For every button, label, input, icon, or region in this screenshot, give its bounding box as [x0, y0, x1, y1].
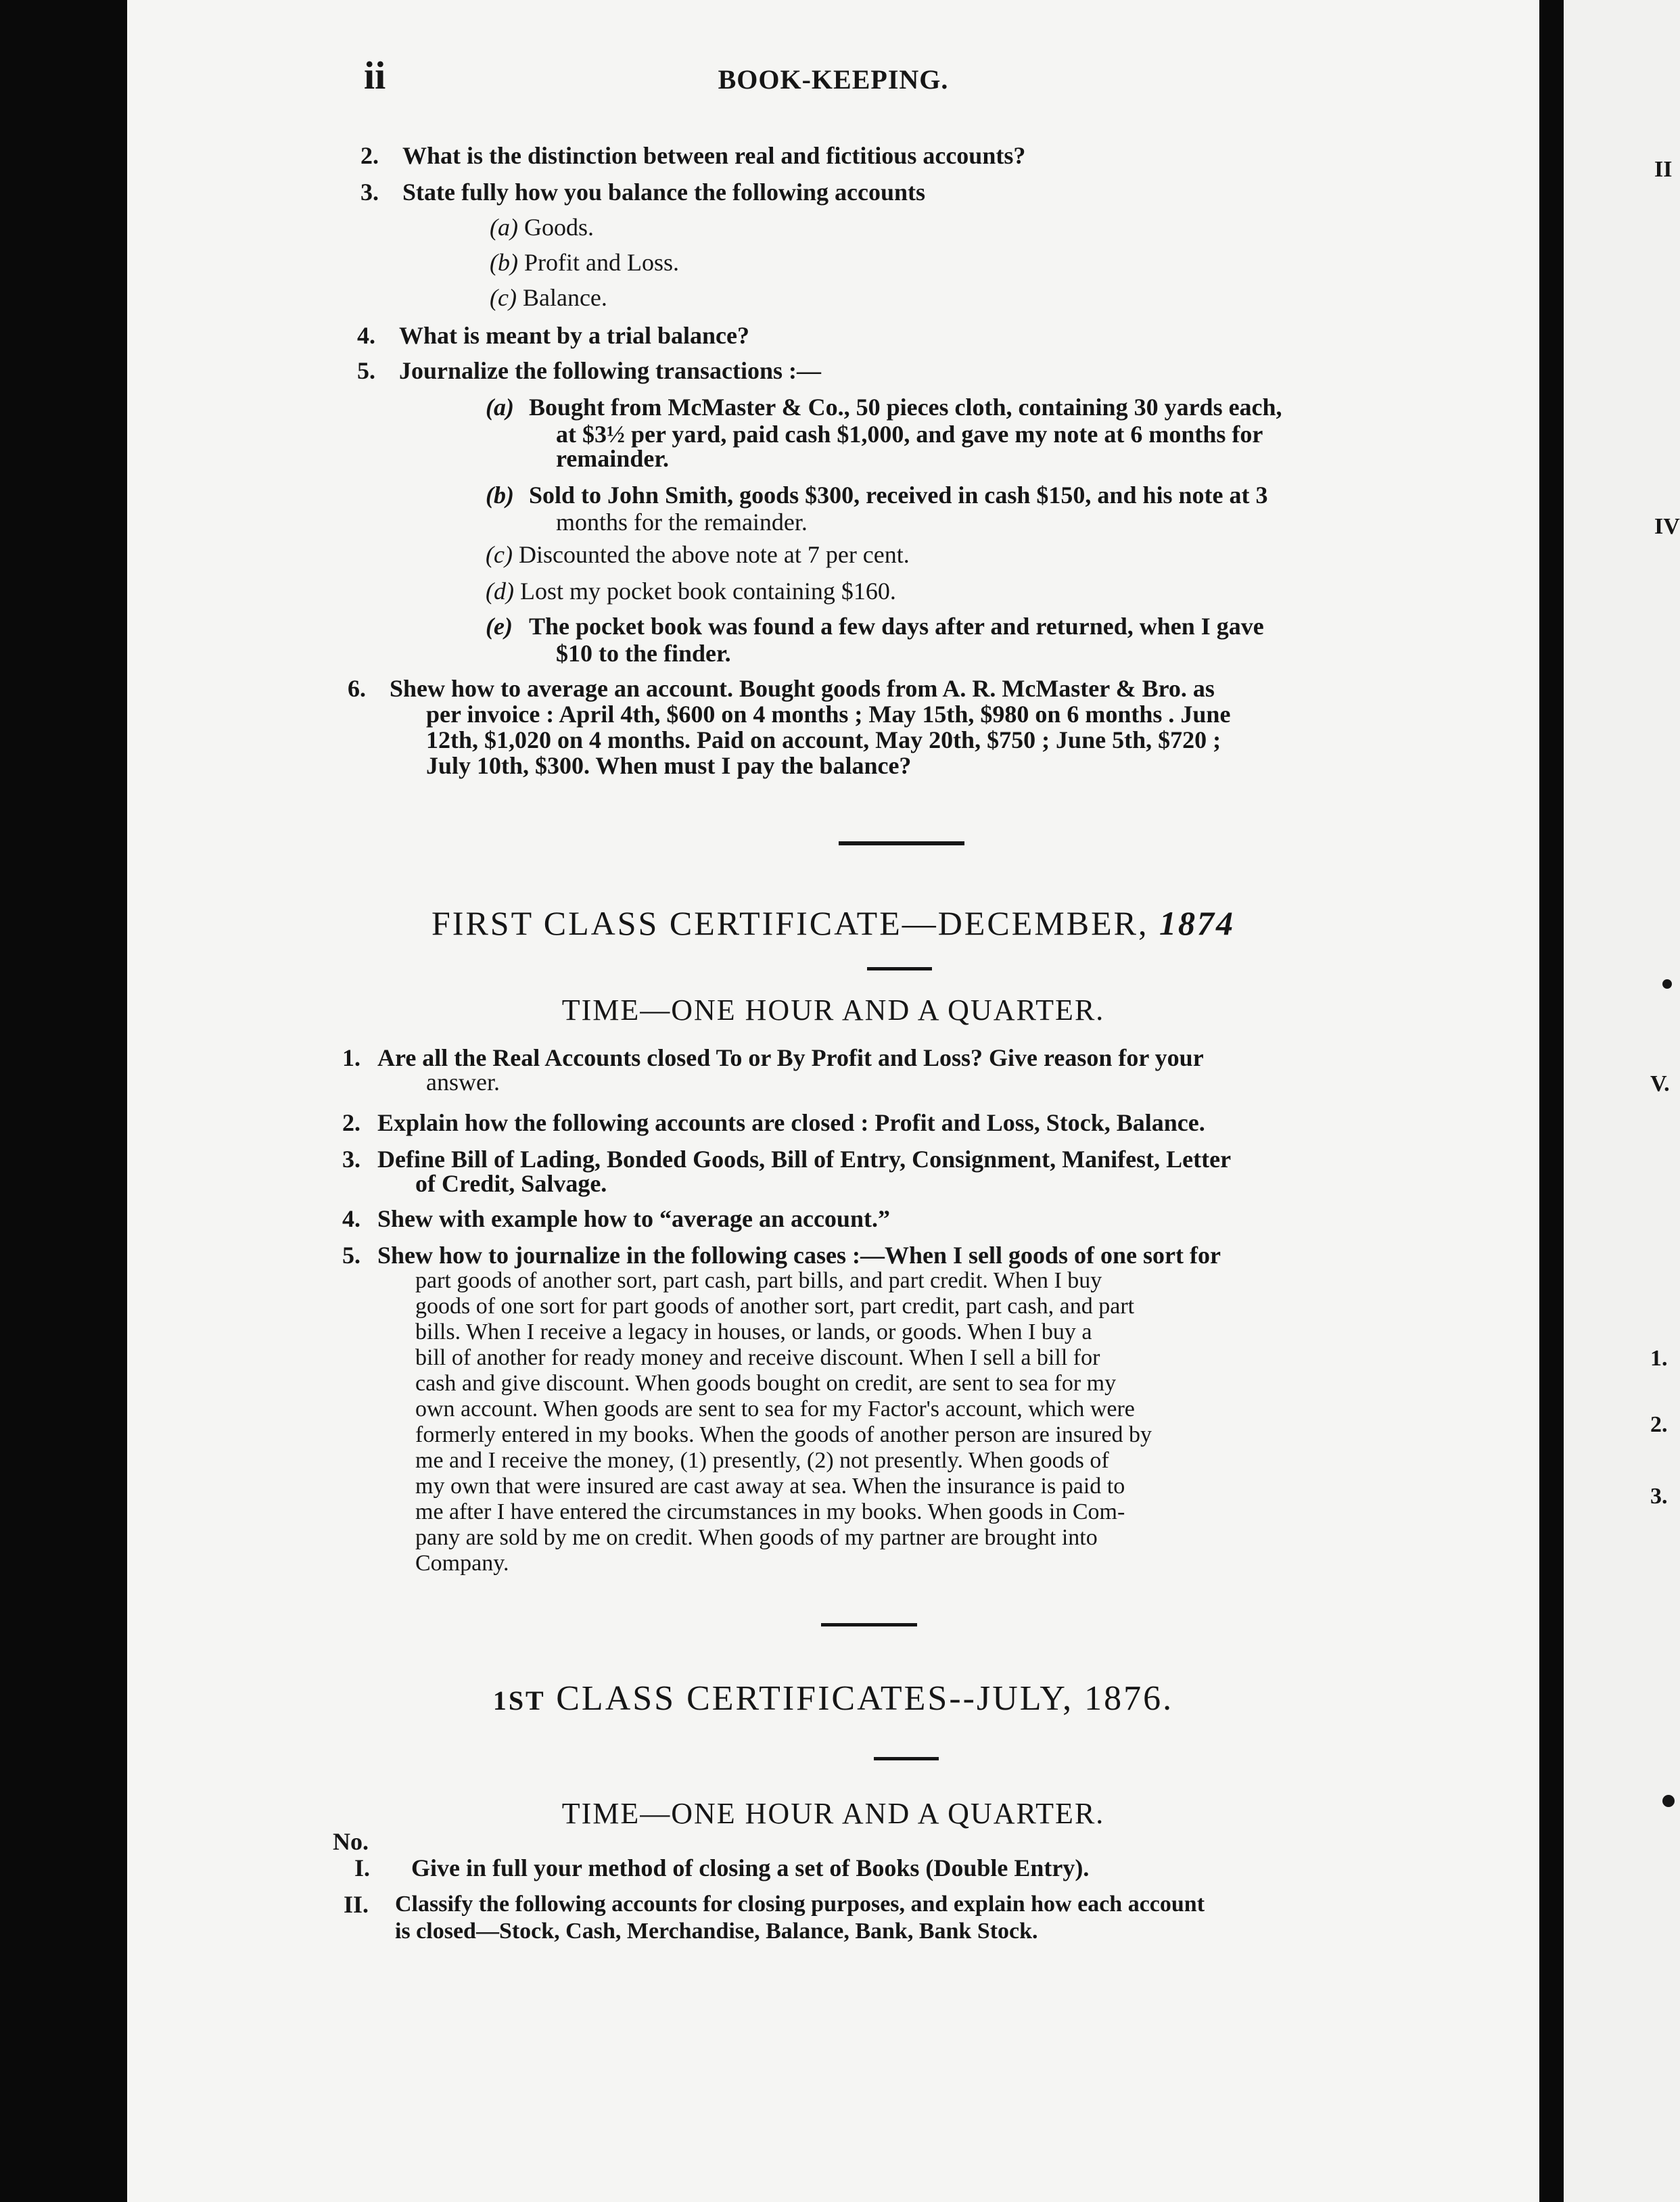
number-column-label: No. — [333, 1828, 369, 1855]
margin-mark: V. — [1650, 1071, 1670, 1096]
time-allowed: TIME—ONE HOUR AND A QUARTER. — [561, 1797, 1105, 1830]
heading-rule — [874, 1757, 939, 1760]
question-number: 5. — [357, 357, 375, 384]
transaction-c: (c) Discounted the above note at 7 per cent. — [486, 541, 910, 568]
margin-mark: 1. — [1650, 1346, 1668, 1371]
book-page: ii BOOK-KEEPING. 2. What is the distinction between real and fictitious accounts? 3. State fully how you balance the following accounts (a) Goods. (b) Profit and Loss. (c) Balance. 4. What is meant by a trial balance? 5. Journalize the following transactions :— (a) Bought from McMaster & Co., 50 pieces cloth, containing 30 yards each, at $3½ per yard, paid cash $1,000, and gave my note at 6 months for remainder. (b) Sold to John Smith, goods $300, received in cash $150, and his note at 3 months for the remainder. (c) Discounted the above note at 7 per cent. (d) Lost my pocket book containing $160. (e) The pocket book was found a few days after and returned, when I gave $10 to the finder. 6. Shew how to average an account. Bought goods from A. R. McMaster & Bro. as per invoice : April 4th, $600 on 4 months ; May 15th, $980 on 6 months . June 12th, $1,020 on 4 months. Paid on account, May 20th, $750 ; June 5th, $720 ; July 10th, $300. When must I pay the balance? FIRST CLASS CERTIFICATE—DECEMBER, 1874 TIME—ONE HOUR AND A QUARTER. 1. Are all the Real Accounts closed To or By Profit and Loss? Give reason for your answer. 2. Explain how the following accounts are closed : Profit and Loss, Stock, Balance. 3. Define Bill of Lading, Bonded Goods, Bill of Entry, Consignment, Manifest, Letter of Credit, Salvage. 4. Shew with example how to “average an account.” 5. Shew how to journalize in the following cases :—When I sell goods of one sort for part goods of another sort, part cash, part bills, and part credit. When I buy goods of one sort for part goods of another sort, part credit, part cash, and part bills. When I receive a legacy in houses, or lands, or goods. When I buy a bill of another for ready money and receive discount. When I sell a bill for cash and give discount. When goods bought on credit, are sent to sea for my own account. When goods are sent to sea for my Factor's account, which were formerly entered in my books. When the goods of another person are insured by me and I receive the money, (1) presently, (2) not presently. When goods of my own that were insured are cast away at sea. When the insurance is paid to me after I have entered the circumstances in my books. When goods in Com- pany are sold by me on credit. When goods of my partner are brought into Company. 1ST CLASS CERTIFICATES--JULY, 1876. TIME—ONE HOUR AND A QUARTER. No. I. Give in full your method of closing a set of Books (Double Entry). II. Classify the following accounts for closing purposes, and explain how each account is closed—Stock, Cash, Merchandise, Balance, Bank, Bank Stock. — [127, 0, 1539, 2202]
section-heading-1876: 1ST CLASS CERTIFICATES--JULY, 1876. — [492, 1679, 1174, 1718]
ink-dot — [1662, 1795, 1675, 1807]
sub-item-b: (b) Profit and Loss. — [490, 249, 679, 276]
facing-page-edge — [1564, 0, 1680, 2202]
section-divider — [821, 1623, 917, 1626]
question-number: 6. — [348, 675, 366, 702]
question-text: What is the distinction between real and fictitious accounts? — [402, 142, 1026, 169]
sub-item-c: (c) Balance. — [490, 284, 607, 311]
heading-rule — [867, 967, 932, 970]
section-heading-1874: FIRST CLASS CERTIFICATE—DECEMBER, 1874 — [431, 904, 1235, 942]
question-number: 4. — [357, 322, 375, 349]
time-allowed: TIME—ONE HOUR AND A QUARTER. — [561, 993, 1105, 1027]
sub-item-a: (a) Goods. — [490, 214, 594, 241]
question-text: State fully how you balance the following accounts — [402, 179, 926, 206]
margin-mark: II — [1654, 157, 1673, 182]
transaction-d: (d) Lost my pocket book containing $160. — [486, 578, 896, 605]
section-divider — [839, 841, 964, 845]
running-head: BOOK-KEEPING. — [718, 64, 949, 95]
margin-mark: IV — [1654, 514, 1680, 539]
margin-mark: 2. — [1650, 1412, 1668, 1437]
ink-dot — [1662, 979, 1672, 989]
question-text: Journalize the following transactions :— — [399, 357, 821, 384]
question-number: 2. — [360, 142, 379, 169]
question-text: What is meant by a trial balance? — [399, 322, 749, 349]
page-number: ii — [364, 53, 386, 97]
question-number: 3. — [360, 179, 379, 206]
margin-mark: 3. — [1650, 1484, 1668, 1509]
